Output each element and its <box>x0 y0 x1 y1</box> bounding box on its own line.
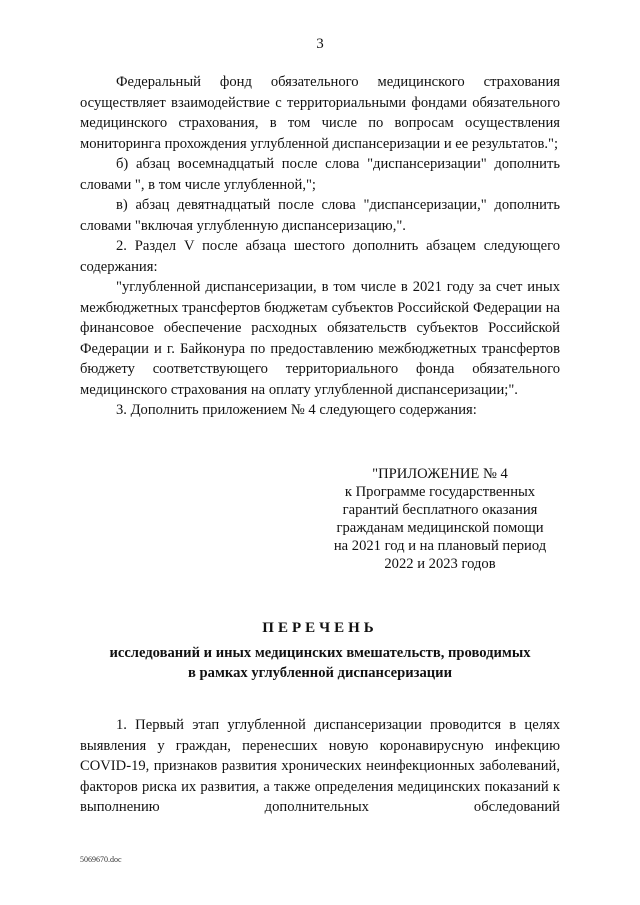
paragraph-section-1: 1. Первый этап углубленной диспансеризации проводится в целях выявления у граждан, перенесших новую коронавирусную инфекцию COVID-19, признаков развития хронических неинфекционных заболеваний, факторов риска их развития, а также определения медицинских показаний к выполнению дополнительных обследований <box>80 717 560 815</box>
paragraph-2: 2. Раздел V после абзаца шестого дополнить абзацем следующего содержания: <box>80 238 560 275</box>
list-title: ПЕРЕЧЕНЬ <box>262 620 378 636</box>
section-1-text <box>80 715 560 818</box>
paragraph-b: б) абзац восемнадцатый после слова "диспансеризации" дополнить словами ", в том числе углубленной,"; <box>80 156 560 193</box>
appendix-line: к Программе государственных <box>344 484 536 500</box>
footer-filename: 5069670.doc <box>80 855 122 864</box>
paragraph-quote: "углубленной диспансеризации, в том числе в 2021 году за счет иных межбюджетных трансфертов бюджетам субъектов Российской Федерации на финансовое обеспечение расходных обязательств субъектов Российской Федерации и г. Байконура по предоставлению межбюджетных трансфертов бюджету соответствующего территориального фонда обязательного медицинского страхования на оплату углубленной диспансеризации;". <box>80 279 560 398</box>
amendment-text <box>80 72 560 421</box>
list-subtitle-line: исследований и иных медицинских вмешательств, проводимых <box>109 645 531 661</box>
appendix-line: 2022 и 2023 годов <box>384 556 496 572</box>
paragraph-v: в) абзац девятнадцатый после слова "диспансеризации," дополнить словами "включая углубленную диспансеризацию,". <box>80 197 560 234</box>
appendix-line: гарантий бесплатного оказания <box>342 502 538 518</box>
list-subtitle <box>80 643 560 683</box>
paragraph-3: 3. Дополнить приложением № 4 следующего содержания: <box>116 402 477 418</box>
appendix-header <box>320 465 560 573</box>
appendix-line: "ПРИЛОЖЕНИЕ № 4 <box>372 466 508 482</box>
paragraph-ffoms: Федеральный фонд обязательного медицинского страхования осуществляет взаимодействие с территориальными фондами обязательного медицинского страхования, в том числе по вопросам осуществления мониторинга прохождения углубленной диспансеризации и ее результатов."; <box>80 74 560 152</box>
appendix-line: гражданам медицинской помощи <box>336 520 544 536</box>
list-subtitle-line: в рамках углубленной диспансеризации <box>188 665 452 681</box>
page-number: 3 <box>316 36 324 52</box>
appendix-line: на 2021 год и на плановый период <box>333 538 547 554</box>
